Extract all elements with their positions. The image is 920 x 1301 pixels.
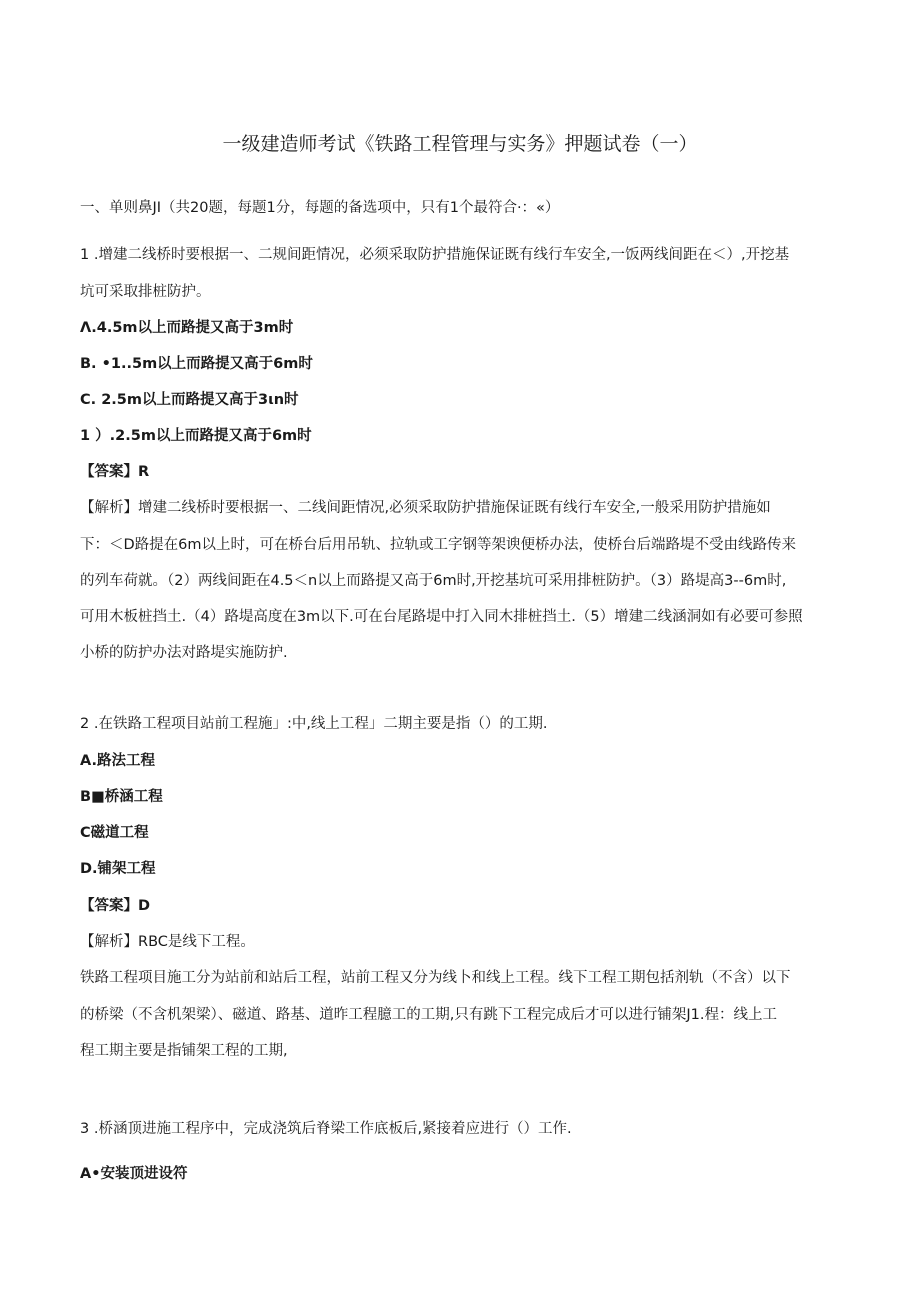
question-2-line-1: 2 .在铁路工程项目站前工程施」:中,线上工程」二期主要是指（）的工期. — [80, 716, 548, 732]
question-2-analysis-line-2: 铁路工程项目施工分为站前和站后工程，站前工程又分为线卜和线上工程。线下工程工期包括剂轨（不含）以下 — [80, 970, 791, 986]
question-1-analysis-line-1: 【解析】增建二线桥时要根据一、二线间距情况,必须采取防护措施保证既有线行车安全,一般采用防护措施如 — [80, 500, 771, 516]
question-2-option-a: A.路法工程 — [80, 753, 155, 769]
question-3-line-1: 3 .桥涵顶进施工程序中，完成浇筑后脊梁工作底板后,紧接着应进行（）工作. — [80, 1121, 572, 1137]
question-1-option-c: C. 2.5m以上而路提又高于3ιn时 — [80, 392, 299, 408]
question-1-analysis-line-3: 的列车荷就。（2）两线间距在4.5＜n以上而路提又高于6m时,开挖基坑可采用排桩防护。（3）路堤高3--6m时, — [80, 573, 787, 589]
question-1-analysis-line-2: 下：＜D路提在6m以上时，可在桥台后用吊轨、拉轨或工字钢等架谀便桥办法，使桥台后端路堤不受由线路传来 — [80, 537, 797, 553]
question-2-analysis-line-1: 【解析】RBC是线下工程。 — [80, 934, 255, 950]
question-2-answer: 【答案】D — [80, 898, 151, 914]
question-1-option-b: B. •1..5m以上而路提又高于6m时 — [80, 356, 313, 372]
question-1-option-d: 1 ）.2.5m以上而路提又高于6m时 — [80, 428, 312, 444]
question-2-analysis-line-4: 程工期主要是指铺架工程的工期, — [80, 1043, 288, 1059]
question-1-analysis-line-4: 可用木板桩挡土.（4）路堤高度在3m以下.可在台尾路堤中打入同木排桩挡土.（5）增建二线涵洞如有必要可参照 — [80, 609, 803, 625]
question-2-option-c: C磁道工程 — [80, 825, 149, 841]
section-heading: 一、单则鼻JI（共20题，每题1分，每题的备选项中，只有1个最符合·：«） — [80, 200, 560, 216]
document-title: 一级建造师考试《铁路工程管理与实务》押题试卷（一） — [222, 133, 698, 155]
question-1-line-2: 坑可采取排桩防护。 — [80, 284, 211, 300]
question-1-analysis-line-5: 小桥的防护办法对路堤实施防护. — [80, 645, 288, 661]
question-1-option-a: Λ.4.5m以上而路提又高于3m时 — [80, 320, 294, 336]
question-1-line-1: 1 .增建二线桥时要根据一、二规间距情况，必须采取防护措施保证既有线行车安全,一饭两线间距在＜）,开挖基 — [80, 247, 790, 263]
question-3-option-a: A•安装顶进设符 — [80, 1166, 188, 1182]
question-2-analysis-line-3: 的桥梁（不含机架梁）、磁道、路基、道昨工程臆工的工期,只有跳下工程完成后才可以进行铺架J1.程：线上工 — [80, 1007, 777, 1023]
question-1-answer: 【答案】R — [80, 464, 150, 480]
question-2-option-d: D.铺架工程 — [80, 861, 156, 877]
question-2-option-b: B■桥涵工程 — [80, 789, 163, 805]
